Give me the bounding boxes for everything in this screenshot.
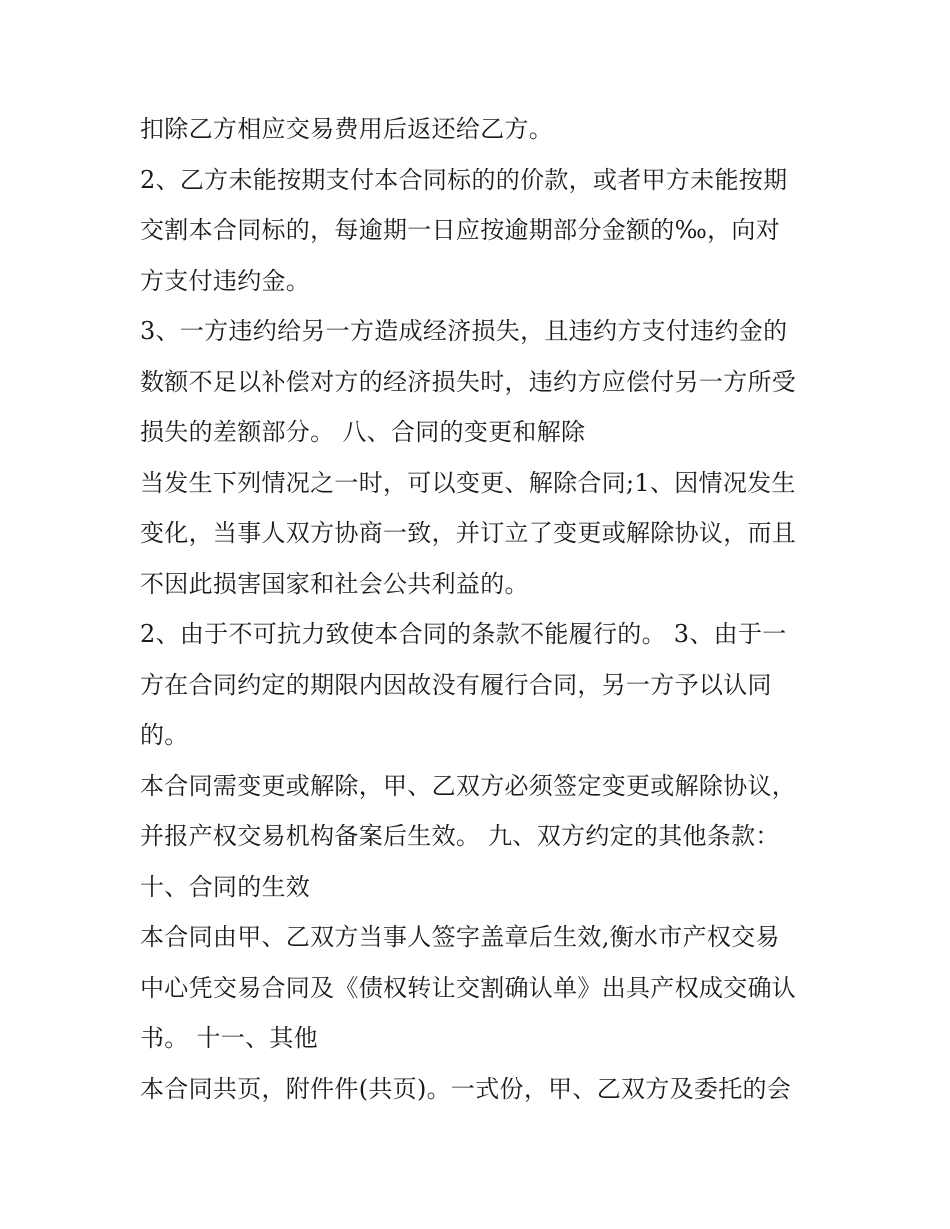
text-line: 数额不足以补偿对方的经济损失时，违约方应偿付另一方所受 [140,367,797,396]
text-line: 3、一方违约给另一方造成经济损失，且违约方支付违约金的 [140,317,788,345]
text-line: 中心凭交易合同及《债权转让交割确认单》出具产权成交确认 [140,973,797,1002]
text-line: 本合同需变更或解除，甲、乙双方必须签定变更或解除协议， [140,771,797,800]
text-line: 并报产权交易机构备案后生效。 九、双方约定的其他条款： [140,822,780,850]
text-line: 本合同共页，附件件(共页)。一式份，甲、乙双方及委托的会 [140,1074,792,1103]
text-line: 扣除乙方相应交易费用后返还给乙方。 [140,115,554,143]
text-line: 方在合同约定的期限内因故没有履行合同，另一方予以认同 [140,670,772,699]
text-line: 损失的差额部分。 八、合同的变更和解除 [140,418,586,446]
document-body [140,104,820,1114]
text-line: 方支付违约金。 [140,266,311,295]
text-line: 本合同由甲、乙双方当事人签字盖章后生效,衡水市产权交易 [140,923,780,951]
text-line: 当发生下列情况之一时，可以变更、解除合同;1、因情况发生 [140,468,796,497]
text-line: 2、乙方未能按期支付本合同标的的价款，或者甲方未能按期 [140,165,788,194]
text-line: 2、由于不可抗力致使本合同的条款不能履行的。 3、由于一 [140,620,787,648]
text-line: 十、合同的生效 [140,872,311,901]
text-line: 书。 十一、其他 [140,1024,319,1052]
text-line: 交割本合同标的，每逾期一日应按逾期部分金额的‰，向对 [140,216,781,244]
text-line: 不因此损害国家和社会公共利益的。 [140,569,529,598]
text-line: 变化，当事人双方协商一致，并订立了变更或解除协议，而且 [140,519,797,547]
text-line: 的。 [140,721,189,749]
